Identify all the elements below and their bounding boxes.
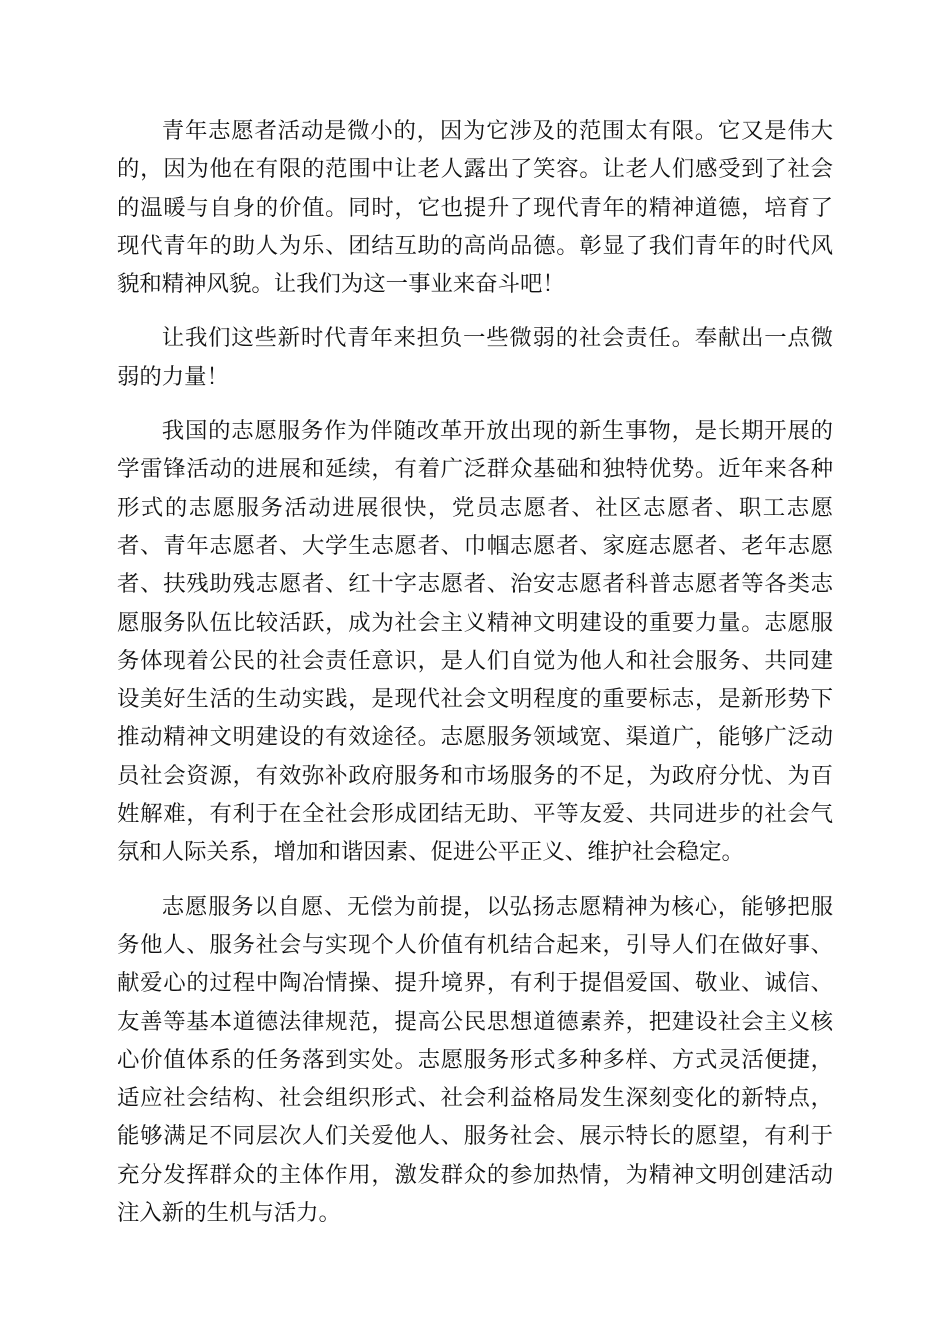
paragraph-3: 我国的志愿服务作为伴随改革开放出现的新生事物，是长期开展的学雷锋活动的进展和延续，有着广泛群众基础和独特优势。近年来各种形式的志愿服务活动进展很快，党员志愿者、社区志愿者、职工志愿者、青年志愿者、大学生志愿者、巾帼志愿者、家庭志愿者、老年志愿者、扶残助残志愿者、红十字志愿者、治安志愿者科普志愿者等各类志愿服务队伍比较活跃，成为社会主义精神文明建设的重要力量。志愿服务体现着公民的社会责任意识，是人们自觉为他人和社会服务、共同建设美好生活的生动实践，是现代社会文明程度的重要标志，是新形势下推动精神文明建设的有效途径。志愿服务领域宽、渠道广，能够广泛动员社会资源，有效弥补政府服务和市场服务的不足，为政府分忧、为百姓解难，有利于在全社会形成团结无助、平等友爱、共同进步的社会气氛和人际关系，增加和谐因素、促进公平正义、维护社会稳定。: [117, 418, 833, 866]
paragraph-2: 让我们这些新时代青年来担负一些微弱的社会责任。奉献出一点微弱的力量！: [117, 325, 833, 390]
document-page: [117, 112, 833, 1232]
paragraph-1: 青年志愿者活动是微小的，因为它涉及的范围太有限。它又是伟大的，因为他在有限的范围中让老人露出了笑容。让老人们感受到了社会的温暖与自身的价值。同时，它也提升了现代青年的精神道德，培育了现代青年的助人为乐、团结互助的高尚品德。彰显了我们青年的时代风貌和精神风貌。让我们为这一事业来奋斗吧！: [117, 118, 833, 298]
paragraph-4: 志愿服务以自愿、无偿为前提，以弘扬志愿精神为核心，能够把服务他人、服务社会与实现个人价值有机结合起来，引导人们在做好事、献爱心的过程中陶冶情操、提升境界，有利于提倡爱国、敬业、诚信、友善等基本道德法律规范，提高公民思想道德素养，把建设社会主义核心价值体系的任务落到实处。志愿服务形式多种多样、方式灵活便捷，适应社会结构、社会组织形式、社会利益格局发生深刻变化的新特点，能够满足不同层次人们关爱他人、服务社会、展示特长的愿望，有利于充分发挥群众的主体作用，激发群众的参加热情，为精神文明创建活动注入新的生机与活力。: [117, 893, 833, 1227]
